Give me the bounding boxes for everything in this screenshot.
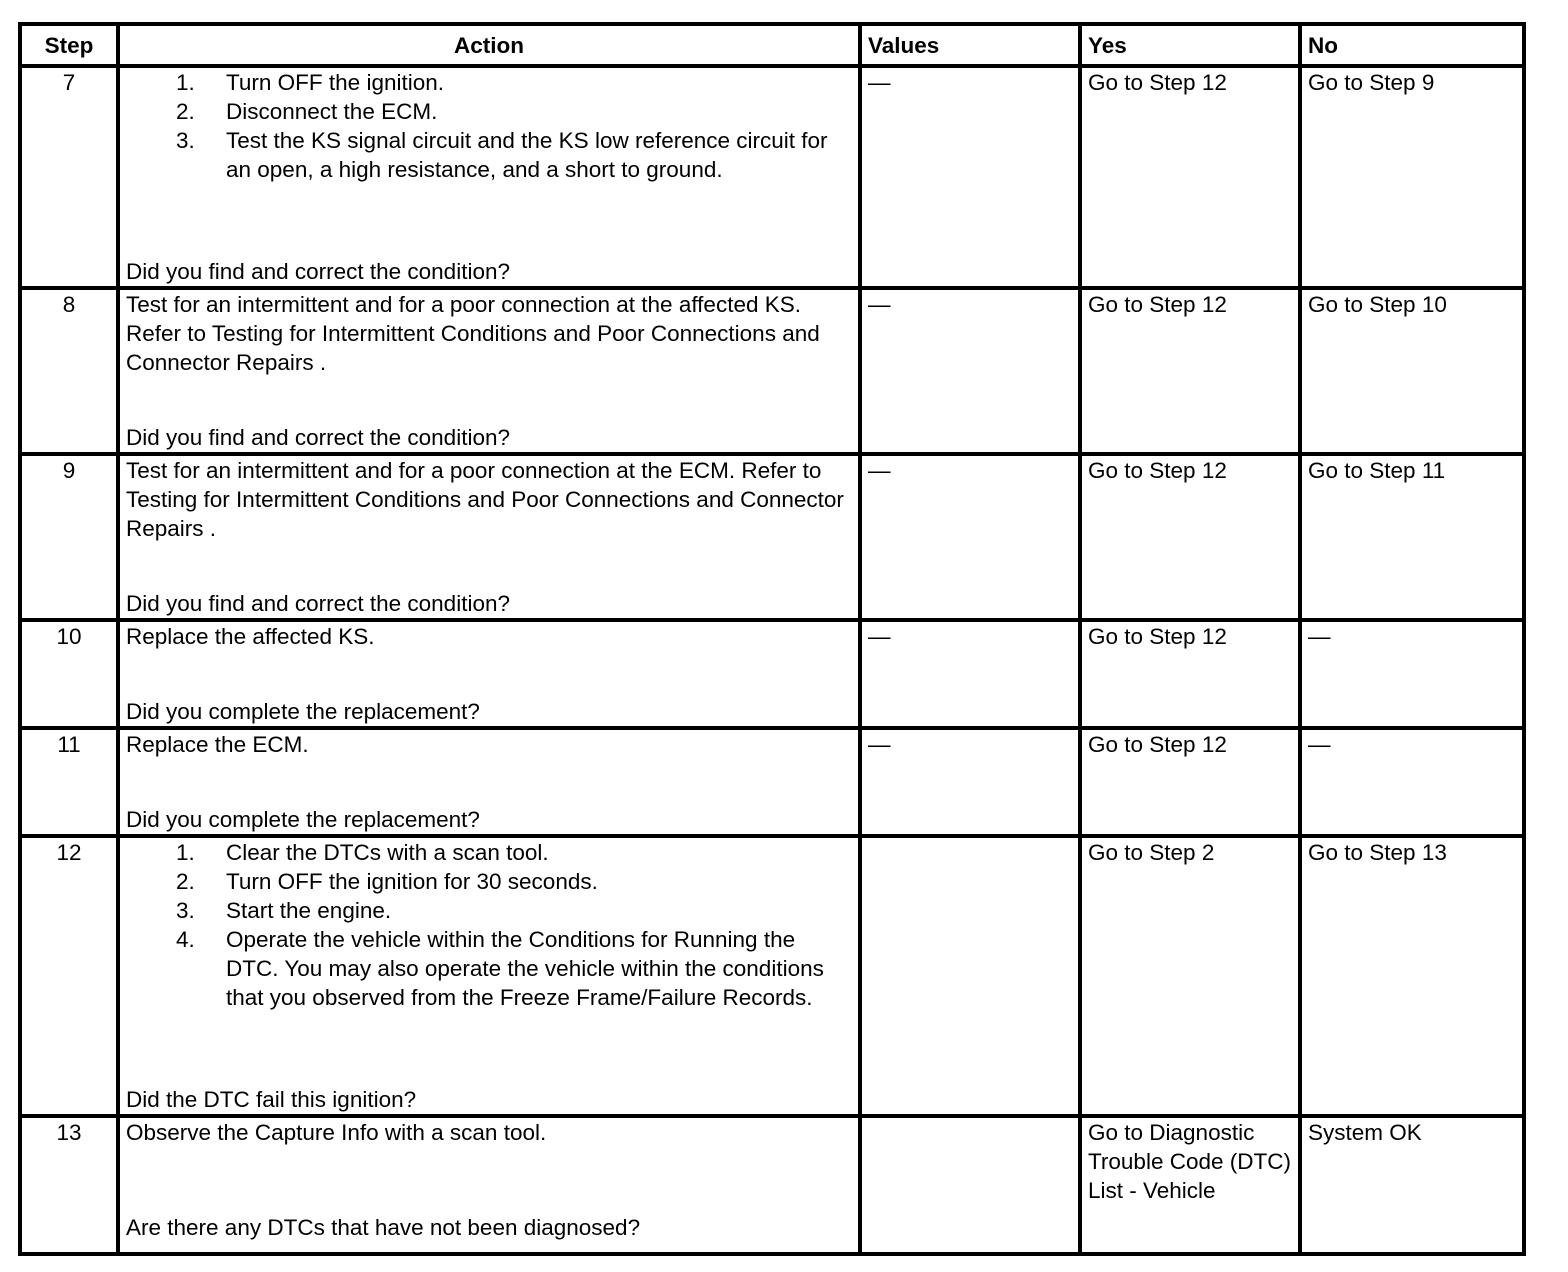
step-number: 13 [20, 1116, 118, 1254]
action-list [126, 68, 852, 184]
header-action: Action [118, 24, 860, 66]
header-yes: Yes [1080, 24, 1300, 66]
values-cell [860, 1116, 1080, 1254]
action-text: Replace the ECM. [126, 732, 309, 757]
action-question: Did you find and correct the condition? [126, 591, 510, 616]
table-row [20, 728, 1524, 836]
yes-cell: Go to Step 12 [1080, 288, 1300, 454]
action-question: Did you complete the replacement? [126, 807, 480, 832]
table-row [20, 66, 1524, 288]
step-number: 9 [20, 454, 118, 620]
action-cell [118, 620, 860, 728]
no-cell: Go to Step 10 [1300, 288, 1524, 454]
step-number: 7 [20, 66, 118, 288]
values-cell [860, 836, 1080, 1116]
action-cell [118, 728, 860, 836]
list-item: 2. Disconnect the ECM. [176, 99, 438, 124]
list-item: 2. Turn OFF the ignition for 30 seconds. [176, 869, 598, 894]
header-row [20, 24, 1524, 66]
yes-cell: Go to Step 12 [1080, 454, 1300, 620]
values-cell: — [860, 288, 1080, 454]
yes-cell: Go to Diagnostic Trouble Code (DTC) List - Vehicle [1080, 1116, 1300, 1254]
values-cell: — [860, 454, 1080, 620]
table-row [20, 836, 1524, 1116]
yes-cell: Go to Step 12 [1080, 728, 1300, 836]
action-cell [118, 66, 860, 288]
no-cell: Go to Step 13 [1300, 836, 1524, 1116]
action-text: Observe the Capture Info with a scan tool. [126, 1120, 547, 1145]
action-text: Test for an intermittent and for a poor connection at the ECM. Refer to Testing for Intermittent Conditions and Poor Connections and Connector Repairs . [126, 458, 844, 541]
action-question: Did the DTC fail this ignition? [126, 1087, 417, 1112]
header-values: Values [860, 24, 1080, 66]
list-item: 4. Operate the vehicle within the Conditions for Running the DTC. You may also operate the vehicle within the conditions that you observed from the Freeze Frame/Failure Records. [176, 927, 824, 1010]
table-row [20, 620, 1524, 728]
list-item: 1. Turn OFF the ignition. [176, 70, 445, 95]
action-text: Replace the affected KS. [126, 624, 375, 649]
action-list [126, 838, 852, 1012]
no-cell: System OK [1300, 1116, 1524, 1254]
table-row [20, 454, 1524, 620]
action-question: Did you find and correct the condition? [126, 425, 510, 450]
no-cell: — [1300, 728, 1524, 836]
values-cell: — [860, 728, 1080, 836]
action-cell [118, 288, 860, 454]
action-question: Are there any DTCs that have not been diagnosed? [126, 1215, 641, 1240]
action-cell [118, 1116, 860, 1254]
step-number: 8 [20, 288, 118, 454]
table-row [20, 288, 1524, 454]
action-text: Test for an intermittent and for a poor connection at the affected KS. Refer to Testing for Intermittent Conditions and Poor Connections and Connector Repairs . [126, 292, 820, 375]
step-number: 10 [20, 620, 118, 728]
table-row [20, 1116, 1524, 1254]
yes-cell: Go to Step 2 [1080, 836, 1300, 1116]
list-item: 3. Start the engine. [176, 898, 392, 923]
list-item: 1. Clear the DTCs with a scan tool. [176, 840, 549, 865]
list-item: 3. Test the KS signal circuit and the KS low reference circuit for an open, a high resistance, and a short to ground. [176, 128, 828, 182]
values-cell: — [860, 66, 1080, 288]
header-step: Step [20, 24, 118, 66]
values-cell: — [860, 620, 1080, 728]
no-cell: — [1300, 620, 1524, 728]
diagnostic-table [18, 22, 1526, 1256]
action-cell [118, 454, 860, 620]
yes-cell: Go to Step 12 [1080, 620, 1300, 728]
action-cell [118, 836, 860, 1116]
header-no: No [1300, 24, 1524, 66]
no-cell: Go to Step 11 [1300, 454, 1524, 620]
no-cell: Go to Step 9 [1300, 66, 1524, 288]
action-question: Did you complete the replacement? [126, 699, 480, 724]
action-question: Did you find and correct the condition? [126, 259, 510, 284]
step-number: 11 [20, 728, 118, 836]
yes-cell: Go to Step 12 [1080, 66, 1300, 288]
step-number: 12 [20, 836, 118, 1116]
